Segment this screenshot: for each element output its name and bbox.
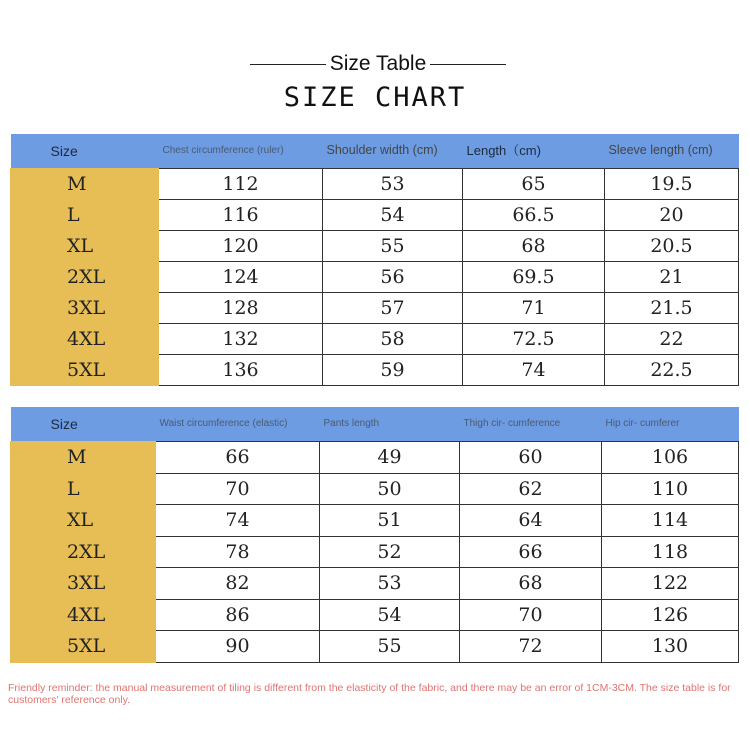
table-row [11, 324, 739, 355]
measurement-cell: 74 [156, 505, 320, 537]
measurement-cell: 54 [323, 200, 463, 231]
column-header-sleeve: Sleeve length (cm) [605, 134, 739, 169]
measurement-cell: 66 [460, 536, 602, 568]
table-row [11, 355, 739, 386]
size-label-cell: XL [11, 505, 156, 537]
measurement-cell: 68 [463, 231, 605, 262]
measurement-cell: 128 [159, 293, 323, 324]
measurement-cell: 66 [156, 442, 320, 474]
heading-text: Size Table [329, 52, 427, 75]
measurement-cell: 62 [460, 473, 602, 505]
top-size-table [10, 134, 739, 386]
size-label-cell: L [11, 200, 159, 231]
table-row [11, 631, 739, 663]
measurement-cell: 114 [602, 505, 739, 537]
measurement-cell: 21 [605, 262, 739, 293]
size-label-cell: 2XL [11, 262, 159, 293]
measurement-cell: 70 [156, 473, 320, 505]
measurement-cell: 118 [602, 536, 739, 568]
column-header-length: Length（cm) [463, 134, 605, 169]
column-header-hip: Hip cir- cumferer [602, 407, 739, 442]
table-row [11, 200, 739, 231]
table-row [11, 599, 739, 631]
size-label-cell: 5XL [11, 631, 156, 663]
measurement-cell: 70 [460, 599, 602, 631]
measurement-cell: 86 [156, 599, 320, 631]
measurement-cell: 64 [460, 505, 602, 537]
measurement-cell: 90 [156, 631, 320, 663]
measurement-cell: 132 [159, 324, 323, 355]
table-row [11, 536, 739, 568]
table-row [11, 473, 739, 505]
measurement-cell: 106 [602, 442, 739, 474]
table-row [11, 568, 739, 600]
measurement-cell: 116 [159, 200, 323, 231]
size-label-cell: M [11, 169, 159, 200]
measurement-cell: 74 [463, 355, 605, 386]
size-label-cell: 4XL [11, 324, 159, 355]
measurement-cell: 56 [323, 262, 463, 293]
measurement-cell: 60 [460, 442, 602, 474]
table-row [11, 505, 739, 537]
measurement-cell: 57 [323, 293, 463, 324]
measurement-cell: 72.5 [463, 324, 605, 355]
measurement-cell: 20 [605, 200, 739, 231]
bottom-size-table [10, 407, 739, 663]
measurement-cell: 50 [320, 473, 460, 505]
measurement-cell: 20.5 [605, 231, 739, 262]
measurement-cell: 124 [159, 262, 323, 293]
size-label-cell: 3XL [11, 293, 159, 324]
measurement-cell: 58 [323, 324, 463, 355]
measurement-cell: 120 [159, 231, 323, 262]
table-row [11, 231, 739, 262]
table-header-row [11, 407, 739, 442]
size-label-cell: 3XL [11, 568, 156, 600]
column-header-pants-length: Pants length [320, 407, 460, 442]
size-label-cell: M [11, 442, 156, 474]
measurement-cell: 21.5 [605, 293, 739, 324]
measurement-cell: 126 [602, 599, 739, 631]
measurement-cell: 22 [605, 324, 739, 355]
measurement-cell: 136 [159, 355, 323, 386]
column-header-thigh: Thigh cir- cumference [460, 407, 602, 442]
column-header-size: Size [11, 134, 159, 169]
measurement-cell: 51 [320, 505, 460, 537]
column-header-size: Size [11, 407, 156, 442]
measurement-cell: 55 [323, 231, 463, 262]
measurement-cell: 54 [320, 599, 460, 631]
measurement-cell: 122 [602, 568, 739, 600]
size-label-cell: 4XL [11, 599, 156, 631]
measurement-cell: 71 [463, 293, 605, 324]
measurement-cell: 49 [320, 442, 460, 474]
measurement-cell: 22.5 [605, 355, 739, 386]
size-label-cell: 2XL [11, 536, 156, 568]
measurement-cell: 19.5 [605, 169, 739, 200]
measurement-cell: 78 [156, 536, 320, 568]
heading-rule-right [430, 64, 506, 65]
column-header-waist: Waist circumference (elastic) [156, 407, 320, 442]
table-row [11, 169, 739, 200]
size-table-heading [250, 52, 506, 76]
size-label-cell: 5XL [11, 355, 159, 386]
page-title: SIZE CHART [283, 82, 467, 113]
measurement-cell: 52 [320, 536, 460, 568]
measurement-cell: 112 [159, 169, 323, 200]
measurement-cell: 53 [323, 169, 463, 200]
measurement-cell: 110 [602, 473, 739, 505]
measurement-cell: 82 [156, 568, 320, 600]
measurement-cell: 72 [460, 631, 602, 663]
column-header-shoulder: Shoulder width (cm) [323, 134, 463, 169]
measurement-cell: 55 [320, 631, 460, 663]
table-row [11, 293, 739, 324]
measurement-cell: 53 [320, 568, 460, 600]
measurement-cell: 59 [323, 355, 463, 386]
measurement-cell: 69.5 [463, 262, 605, 293]
measurement-cell: 68 [460, 568, 602, 600]
measurement-cell: 66.5 [463, 200, 605, 231]
column-header-chest: Chest circumference (ruler) [159, 134, 323, 169]
table-row [11, 442, 739, 474]
size-label-cell: XL [11, 231, 159, 262]
size-label-cell: L [11, 473, 156, 505]
measurement-cell: 65 [463, 169, 605, 200]
table-row [11, 262, 739, 293]
table-header-row [11, 134, 739, 169]
heading-rule-left [250, 64, 326, 65]
friendly-reminder: Friendly reminder: the manual measurement of tiling is different from the elasticity of the fabric, and there may be an error of 1CM-3CM. The size table is for customers' reference only. [8, 682, 731, 706]
measurement-cell: 130 [602, 631, 739, 663]
